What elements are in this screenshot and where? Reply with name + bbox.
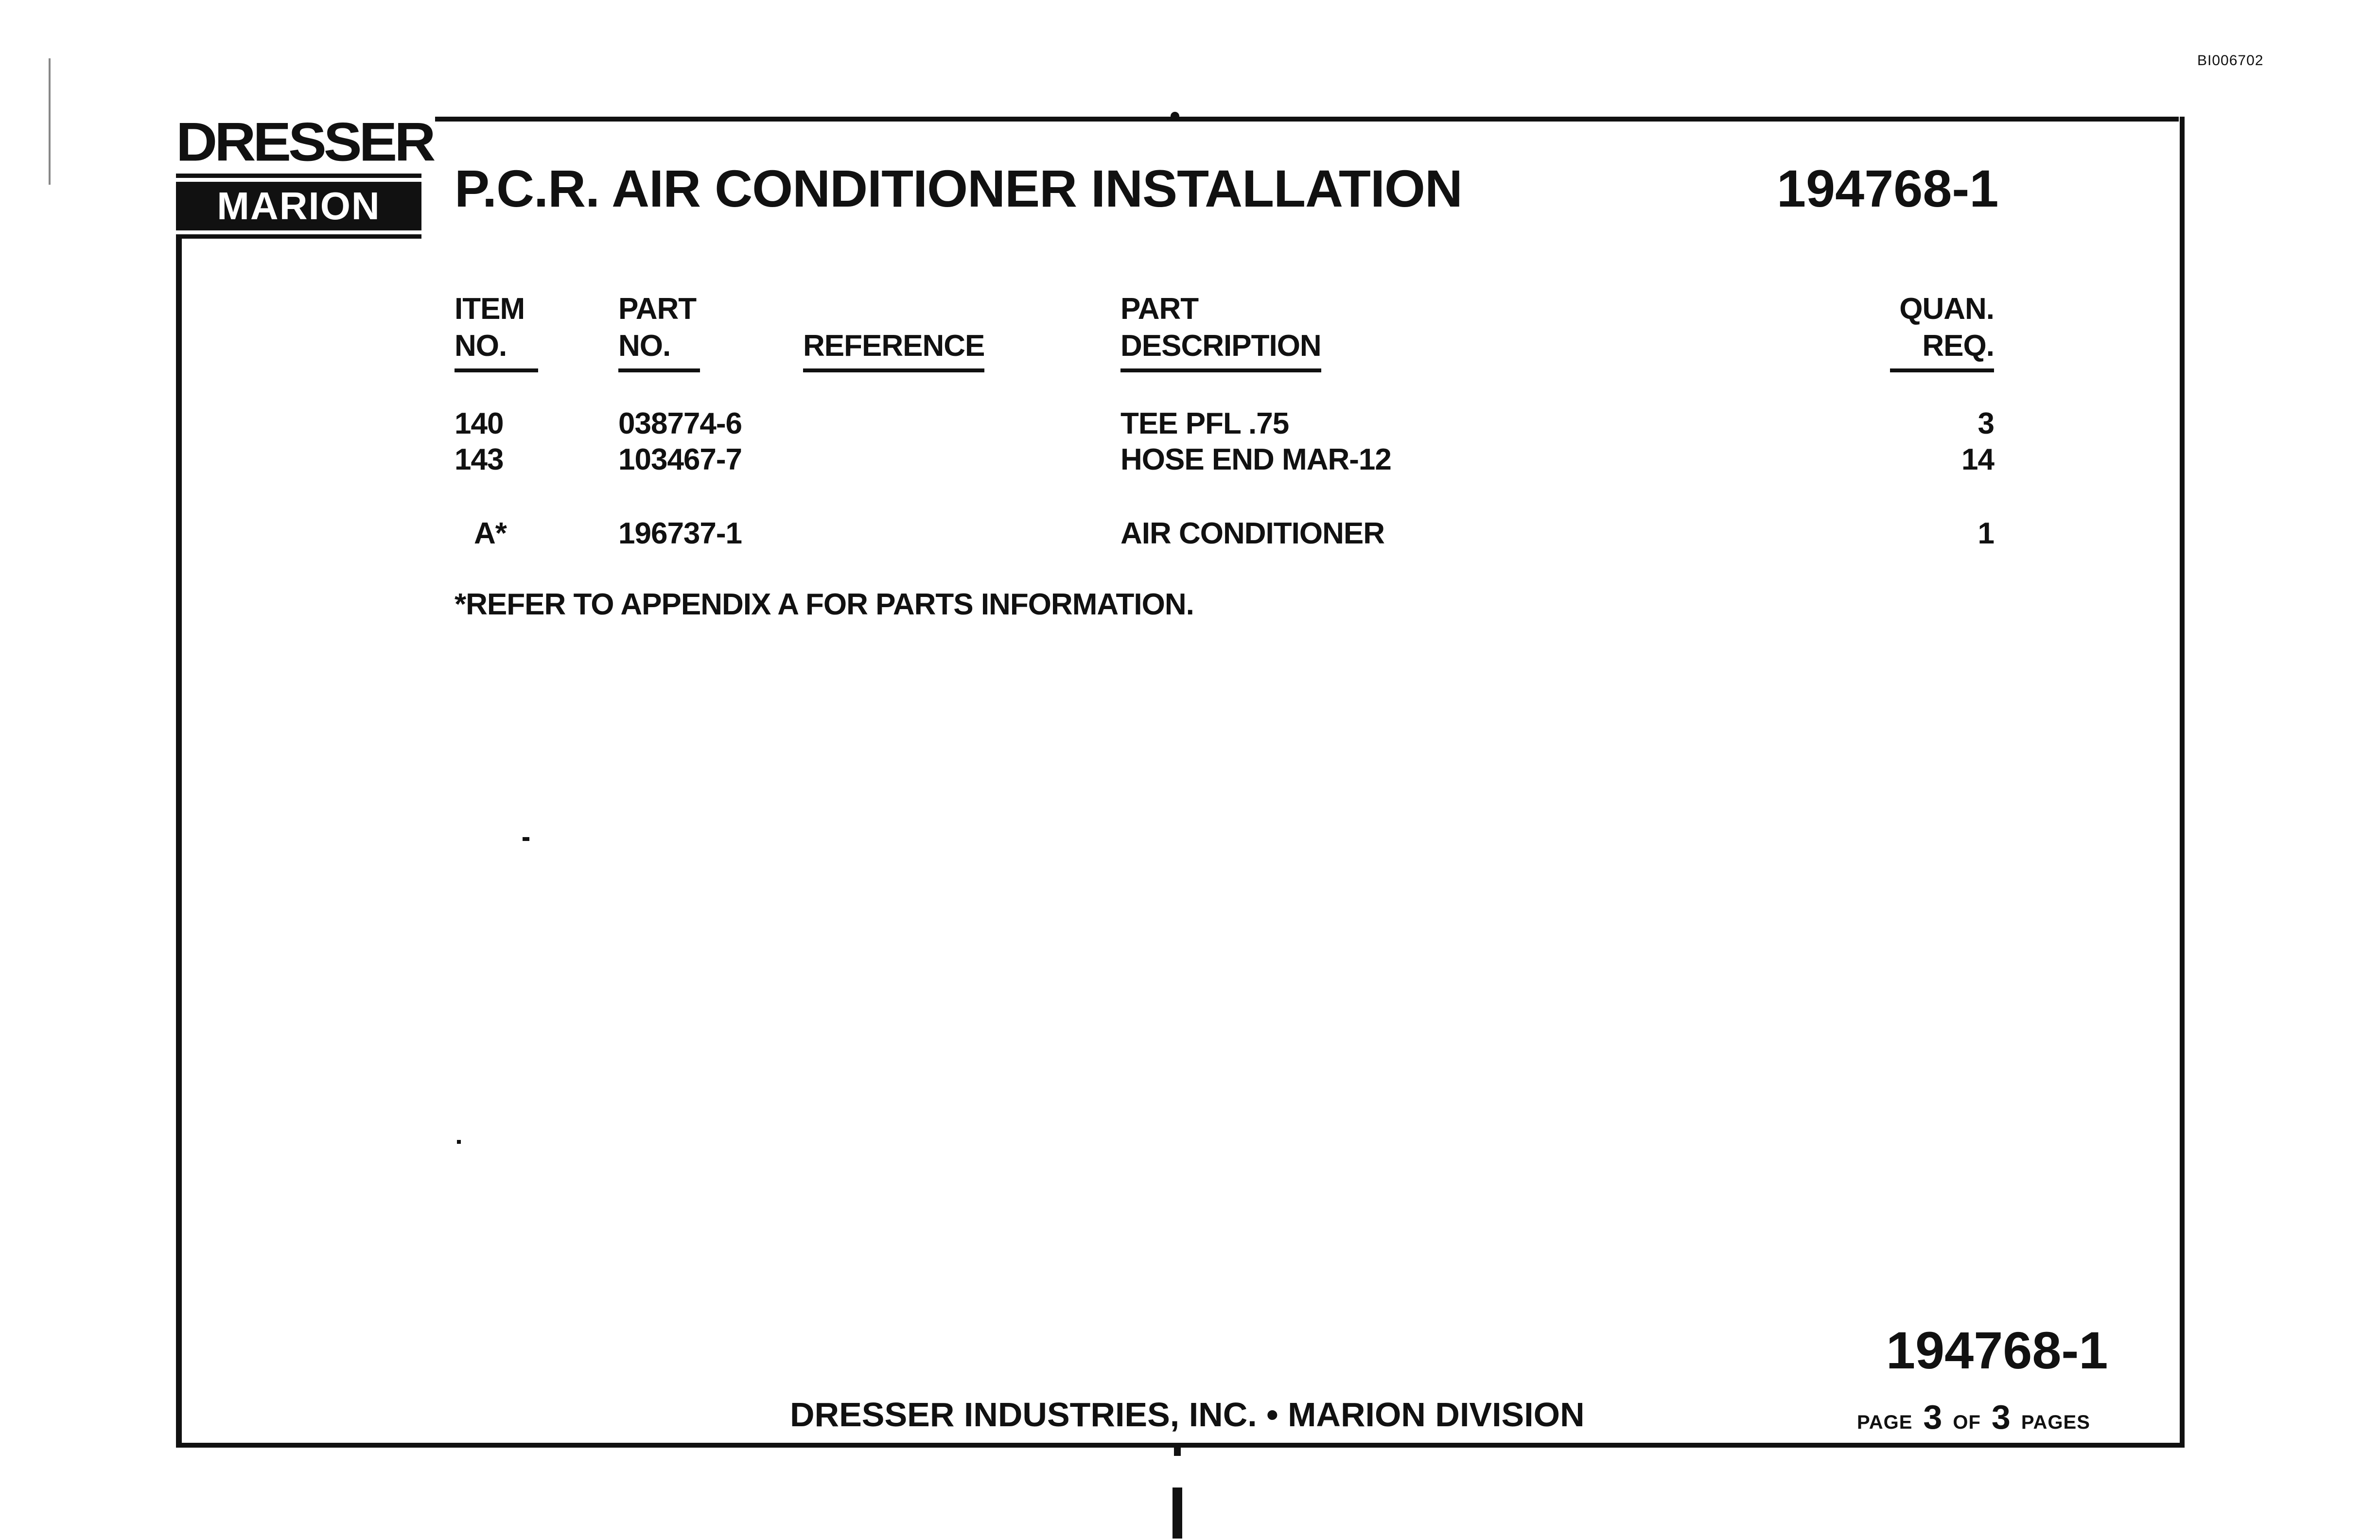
header-part-number: 194768-1 xyxy=(1777,159,1999,218)
logo-rule-bottom xyxy=(176,234,421,239)
company-logo xyxy=(176,111,433,239)
row-3-part: 196737-1 xyxy=(618,517,742,550)
scan-speck xyxy=(457,1140,461,1144)
registration-dot-top xyxy=(1171,112,1179,121)
header-description-line1: PART xyxy=(1120,292,1199,326)
page-indicator xyxy=(1857,1398,2090,1436)
header-item-no-line2: NO. xyxy=(455,328,538,372)
header-reference xyxy=(803,328,984,372)
document-id: BI006702 xyxy=(2197,52,2264,69)
logo-rule xyxy=(176,174,421,178)
logo-marion-text: MARION xyxy=(176,182,421,230)
footer-company: DRESSER INDUSTRIES, INC. • MARION DIVISION xyxy=(790,1396,1585,1434)
footnote: *REFER TO APPENDIX A FOR PARTS INFORMATION. xyxy=(455,588,1194,621)
document-title: P.C.R. AIR CONDITIONER INSTALLATION xyxy=(455,159,1463,218)
scan-edge-line xyxy=(49,58,51,185)
logo-dresser-text: DRESSER xyxy=(176,111,433,173)
registration-bar-bottom xyxy=(1172,1488,1182,1539)
header-description xyxy=(1120,291,1321,372)
header-part-no-line1: PART xyxy=(618,292,697,326)
scan-speck xyxy=(523,837,529,841)
header-part-no-line2: NO. xyxy=(618,328,700,372)
registration-mark-bottom xyxy=(1174,1446,1181,1456)
page-label: PAGE xyxy=(1857,1412,1913,1433)
row-2-quantity: 14 xyxy=(1961,443,1994,476)
header-quantity-line1: QUAN. xyxy=(1899,292,1994,326)
header-description-line2: DESCRIPTION xyxy=(1120,328,1321,372)
row-3-item: A* xyxy=(474,517,507,550)
header-quantity xyxy=(1881,291,1994,372)
header-quantity-line2: REQ. xyxy=(1890,328,1994,372)
page-total: 3 xyxy=(1991,1398,2011,1436)
row-1-part: 038774-6 xyxy=(618,407,742,440)
header-item-no-line1: ITEM xyxy=(455,292,525,326)
row-2-item: 143 xyxy=(455,443,504,476)
row-3-quantity: 1 xyxy=(1978,517,1994,550)
row-1-description: TEE PFL .75 xyxy=(1120,407,1289,440)
row-2-description: HOSE END MAR-12 xyxy=(1120,443,1391,476)
row-1-item: 140 xyxy=(455,407,504,440)
row-2-part: 103467-7 xyxy=(618,443,742,476)
header-item-no xyxy=(455,291,538,372)
row-1-quantity: 3 xyxy=(1978,407,1994,440)
page-frame-top-rule xyxy=(435,117,2179,122)
footer-part-number: 194768-1 xyxy=(1886,1321,2108,1380)
of-label: OF xyxy=(1953,1412,1981,1433)
pages-label: PAGES xyxy=(2021,1412,2090,1433)
page-current: 3 xyxy=(1923,1398,1942,1436)
header-reference-label: REFERENCE xyxy=(803,328,984,372)
row-3-description: AIR CONDITIONER xyxy=(1120,517,1384,550)
header-part-no xyxy=(618,291,700,372)
